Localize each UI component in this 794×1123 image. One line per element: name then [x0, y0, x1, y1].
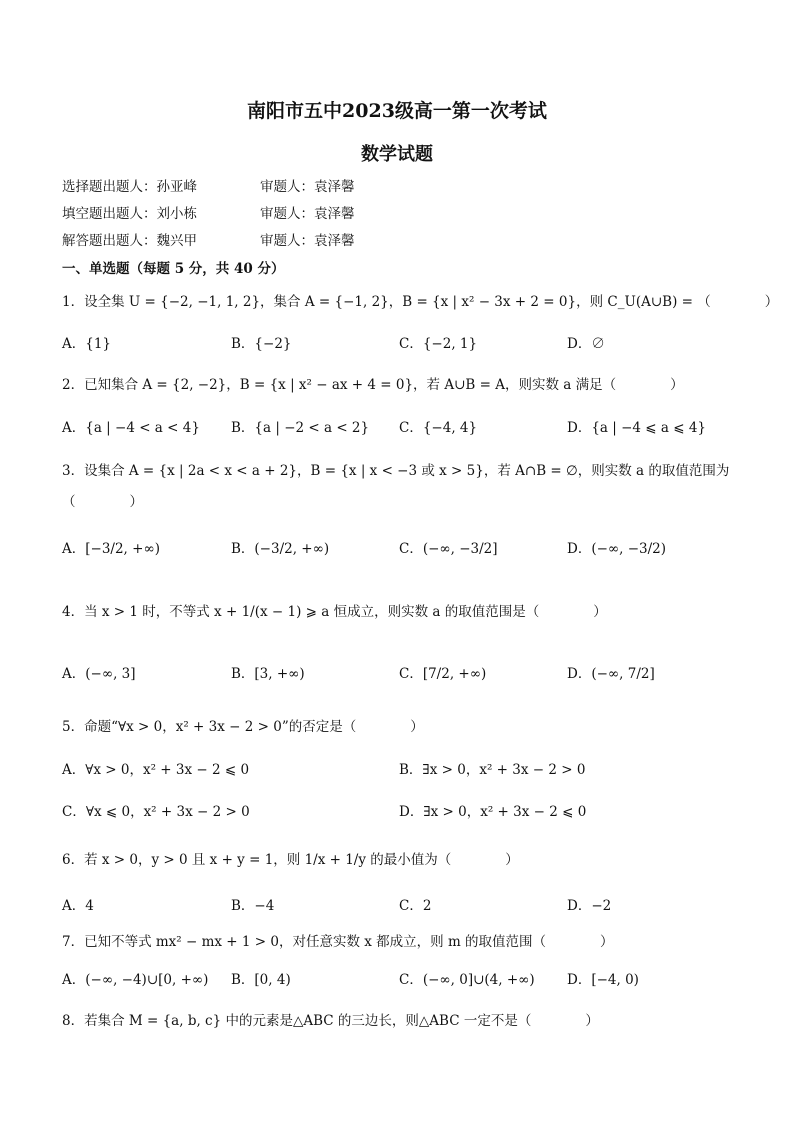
option-a: A．4	[62, 898, 94, 914]
option-d: D．(−∞, −3/2)	[567, 541, 667, 557]
question-stem: 6．若 x > 0，y > 0 且 x + y = 1，则 1/x + 1/y 的最小值为（ ）	[62, 852, 519, 868]
credit-line	[62, 229, 355, 249]
option-d: D．∃x > 0，x² + 3x − 2 ⩽ 0	[399, 804, 587, 820]
question-stem: 2．已知集合 A = {2, −2}，B = {x | x² − ax + 4 = 0}，若 A∪B = A，则实数 a 满足（ ）	[62, 377, 684, 393]
credit-author: 选择题出题人：孙亚峰	[62, 179, 197, 195]
option-c: C．∀x ⩽ 0，x² + 3x − 2 > 0	[62, 804, 250, 820]
option-b: B．[3, +∞)	[231, 666, 305, 682]
option-a: A．{a | −4 < a < 4}	[62, 420, 200, 436]
option-d: D．−2	[567, 898, 612, 914]
question-stem: 4．当 x > 1 时，不等式 x + 1/(x − 1) ⩾ a 恒成立，则实数 a 的取值范围是（ ）	[62, 604, 607, 620]
option-c: C．(−∞, 0]∪(4, +∞)	[399, 972, 535, 988]
option-a: A．(−∞, −4)∪[0, +∞)	[62, 972, 209, 988]
option-b: B．∃x > 0，x² + 3x − 2 > 0	[399, 762, 586, 778]
question-stem-continued: （ ）	[62, 494, 143, 510]
question-stem: 8．若集合 M = {a, b, c} 中的元素是△ABC 的三边长，则△ABC 一定不是（ ）	[62, 1013, 599, 1029]
option-a: A．{1}	[62, 336, 112, 352]
option-a: A．(−∞, 3]	[62, 666, 136, 682]
option-b: B．{a | −2 < a < 2}	[231, 420, 370, 436]
option-a: A．[−3/2, +∞)	[62, 541, 160, 557]
exam-subtitle: 数学试题	[361, 144, 433, 165]
option-d: D．[−4, 0)	[567, 972, 639, 988]
credit-reviewer: 审题人：袁泽馨	[260, 206, 355, 222]
option-c: C．{−2, 1}	[399, 336, 478, 352]
question-stem: 5．命题“∀x > 0，x² + 3x − 2 > 0”的否定是（ ）	[62, 719, 424, 735]
option-b: B．(−3/2, +∞)	[231, 541, 330, 557]
option-b: B．[0, 4)	[231, 972, 291, 988]
question-stem: 7．已知不等式 mx² − mx + 1 > 0，对任意实数 x 都成立，则 m 的取值范围（ ）	[62, 934, 614, 950]
option-c: C．(−∞, −3/2]	[399, 541, 498, 557]
option-c: C．2	[399, 898, 432, 914]
credit-line	[62, 175, 355, 195]
credit-line	[62, 202, 355, 222]
option-a: A．∀x > 0，x² + 3x − 2 ⩽ 0	[62, 762, 250, 778]
option-c: C．{−4, 4}	[399, 420, 478, 436]
credit-author: 解答题出题人：魏兴甲	[62, 233, 197, 249]
option-b: B．−4	[231, 898, 275, 914]
option-d: D．∅	[567, 336, 605, 352]
question-stem: 3．设集合 A = {x | 2a < x < a + 2}，B = {x | x < −3 或 x > 5}，若 A∩B = ∅，则实数 a 的取值范围为	[62, 463, 730, 479]
option-b: B．{−2}	[231, 336, 292, 352]
credit-reviewer: 审题人：袁泽馨	[260, 179, 355, 195]
exam-title: 南阳市五中2023级高一第一次考试	[247, 100, 547, 122]
credit-author: 填空题出题人：刘小栋	[62, 206, 197, 222]
option-d: D．{a | −4 ⩽ a ⩽ 4}	[567, 420, 707, 436]
question-stem: 1．设全集 U = {−2, −1, 1, 2}，集合 A = {−1, 2}，B = {x | x² − 3x + 2 = 0}，则 C_U(A∪B) = （ ）	[62, 294, 779, 310]
option-d: D．(−∞, 7/2]	[567, 666, 655, 682]
option-c: C．[7/2, +∞)	[399, 666, 487, 682]
credit-reviewer: 审题人：袁泽馨	[260, 233, 355, 249]
section-heading: 一、单选题（每题 5 分，共 40 分）	[62, 261, 285, 277]
